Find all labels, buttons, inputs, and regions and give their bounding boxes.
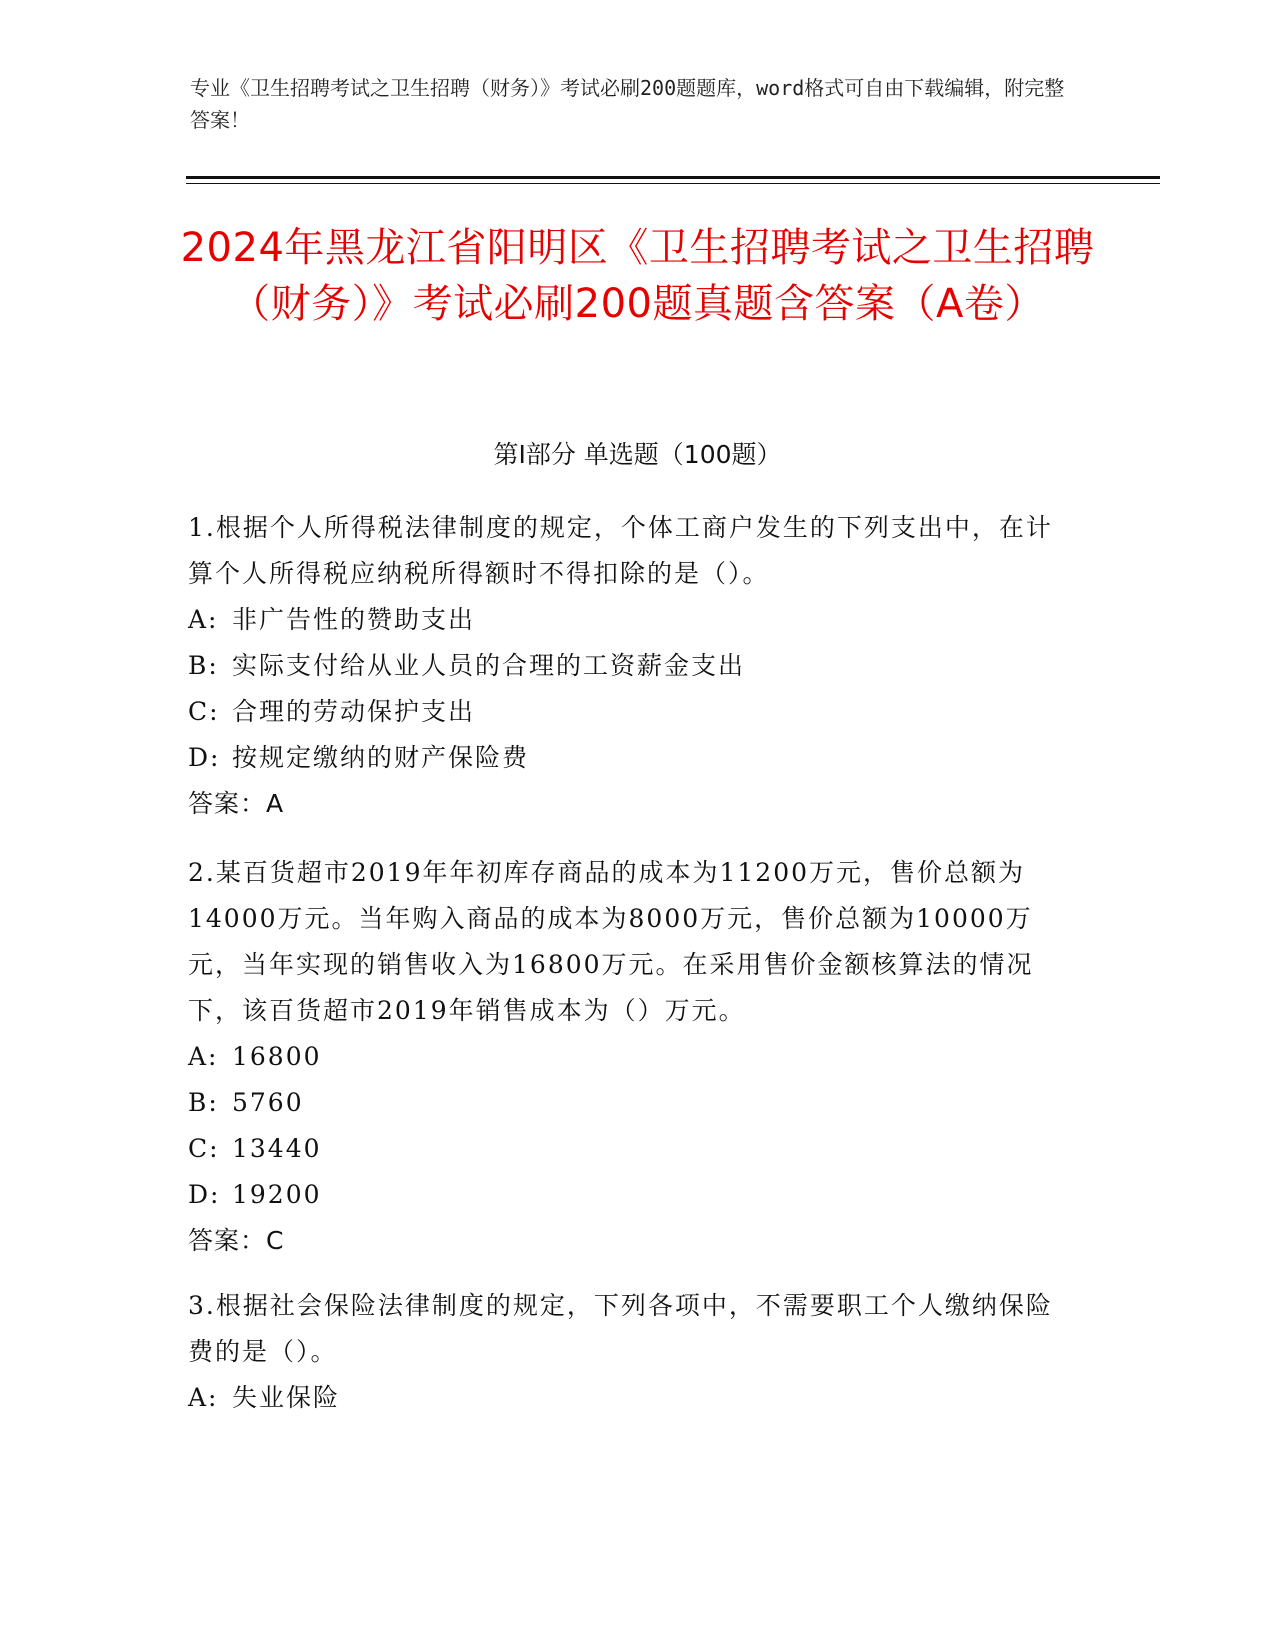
section-title: 第Ⅰ部分 单选题（100题） [493, 440, 782, 469]
option-text: 按规定缴纳的财产保险费 [232, 743, 530, 772]
question-stem: 2.某百货超市2019年年初库存商品的成本为11200万元，售价总额为14000万元。当年购入商品的成本为8000万元，售价总额为10000万元，当年实现的销售收入为16800万元。在采用售价金额核算法的情况下，该百货超市2019年销售成本为（）万元。 [188, 858, 1034, 1025]
header-note: 专业《卫生招聘考试之卫生招聘（财务）》考试必刷200题题库，word格式可自由下载编辑，附完整答案！ [190, 76, 1065, 132]
option-text: 实际支付给从业人员的合理的工资薪金支出 [232, 651, 746, 680]
option-a [188, 1034, 1068, 1080]
option-a [188, 1375, 1068, 1421]
option-c [188, 689, 1068, 735]
option-text: 19200 [232, 1180, 322, 1209]
header-divider-thick [186, 176, 1160, 179]
option-b [188, 1080, 1068, 1126]
option-text: 非广告性的赞助支出 [232, 605, 476, 634]
option-c [188, 1126, 1068, 1172]
option-b [188, 643, 1068, 689]
option-d [188, 735, 1068, 781]
option-text: 13440 [232, 1134, 322, 1163]
option-a [188, 597, 1068, 643]
answer: 答案：C [188, 1226, 285, 1255]
option-text: 合理的劳动保护支出 [232, 697, 476, 726]
option-key: A: [188, 1042, 219, 1071]
question-3 [188, 1283, 1068, 1421]
option-key: D: [188, 743, 221, 772]
answer: 答案：A [188, 789, 285, 818]
option-text: 16800 [232, 1042, 322, 1071]
option-text: 失业保险 [232, 1383, 341, 1412]
question-1 [188, 505, 1068, 827]
question-stem: 1.根据个人所得税法律制度的规定，个体工商户发生的下列支出中，在计算个人所得税应纳税所得额时不得扣除的是（）。 [188, 513, 1053, 588]
option-key: C: [188, 1134, 220, 1163]
option-d [188, 1172, 1068, 1218]
option-key: A: [188, 605, 219, 634]
option-key: B: [188, 1088, 219, 1117]
question-stem: 3.根据社会保险法律制度的规定，下列各项中，不需要职工个人缴纳保险费的是（）。 [188, 1291, 1053, 1366]
option-key: C: [188, 697, 220, 726]
option-key: A: [188, 1383, 219, 1412]
option-key: B: [188, 651, 219, 680]
option-key: D: [188, 1180, 221, 1209]
header-divider-thin [186, 183, 1160, 184]
document-title: 2024年黑龙江省阳明区《卫生招聘考试之卫生招聘（财务）》考试必刷200题真题含答案（A卷） [180, 225, 1095, 327]
option-text: 5760 [232, 1088, 304, 1117]
question-2 [188, 850, 1068, 1264]
